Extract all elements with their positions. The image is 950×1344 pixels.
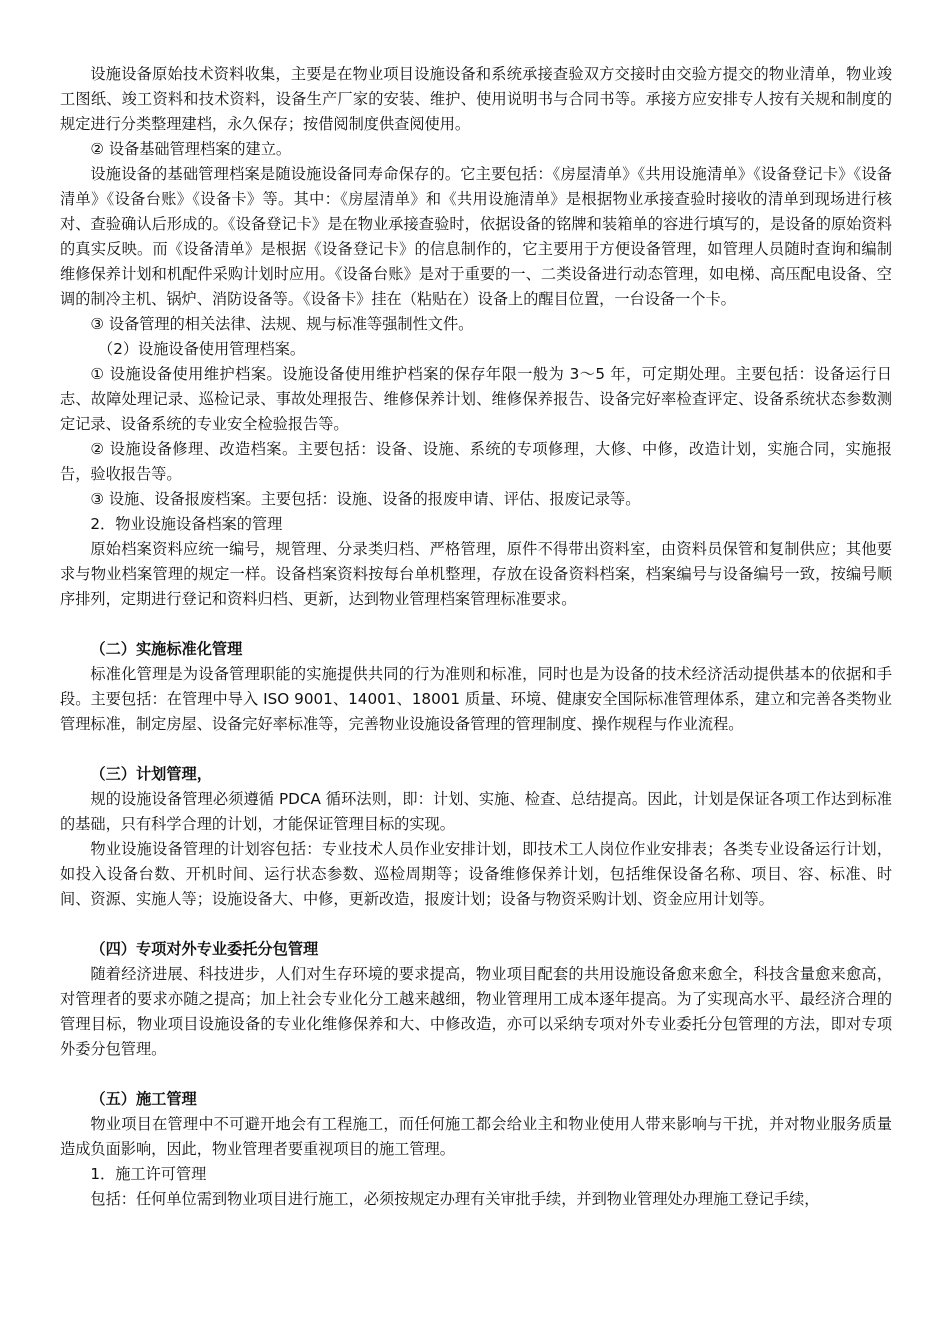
paragraph-original-data: 设施设备原始技术资料收集，主要是在物业项目设施设备和系统承接查验双方交接时由交验方提交的物业清单，物业竣工图纸、竣工资料和技术资料，设备生产厂家的安装、维护、使用说明书与合同书等。承接方应安排专人按有关规和制度的规定进行分类整理建档，永久保存；按借阅制度供查阅使用。 bbox=[60, 65, 892, 133]
paragraph-outsourcing: 随着经济进展、科技进步，人们对生存环境的要求提高，物业项目配套的共用设施设备愈来愈全，科技含量愈来愈高，对管理者的要求亦随之提高；加上社会专业化分工越来越细，物业管理用工成本逐年提高。为了实现高水平、最经济合理的管理目标，物业项目设施设备的专业化维修保养和大、中修改造，亦可以采纳专项对外专业委托分包管理的方法，即对专项外委分包管理。 bbox=[60, 965, 892, 1058]
heading-standardization: （二）实施标准化管理 bbox=[90, 640, 243, 658]
heading-outsourcing: （四）专项对外专业委托分包管理 bbox=[90, 940, 319, 958]
heading-construction: （五）施工管理 bbox=[90, 1090, 197, 1108]
item-scrap-archive: ③ 设施、设备报废档案。主要包括：设施、设备的报废申请、评估、报废记录等。 bbox=[90, 490, 641, 508]
paragraph-construction: 物业项目在管理中不可避开地会有工程施工，而任何施工都会给业主和物业使用人带来影响与干扰，并对物业服务质量造成负面影响，因此，物业管理者要重视项目的施工管理。 bbox=[60, 1115, 892, 1158]
subheading-construction-permit: 1．施工许可管理 bbox=[90, 1165, 207, 1183]
paragraph-archive-management: 原始档案资料应统一编号，规管理、分录类归档、严格管理，原件不得带出资料室，由资料员保管和复制供应；其他要求与物业档案管理的规定一样。设备档案资料按每台单机整理，存放在设备资料档案，档案编号与设备编号一致，按编号顺序排列，定期进行登记和资料归档、更新，达到物业管理档案管理标准要求。 bbox=[60, 540, 892, 608]
paragraph-standardization: 标准化管理是为设备管理职能的实施提供共同的行为准则和标准，同时也是为设备的技术经济活动提供基本的依据和手段。主要包括：在管理中导入 ISO 9001、14001、18001 质量、环境、健康安全国际标准管理体系，建立和完善各类物业管理标准，制定房屋、设备完好率标准等，完善物业设施设备管理的管理制度、操作规程与作业流程。 bbox=[60, 665, 892, 733]
item-regulations: ③ 设备管理的相关法律、法规、规与标准等强制性文件。 bbox=[90, 315, 474, 333]
heading-planning: （三）计划管理， bbox=[90, 765, 212, 783]
paragraph-planning-pdca: 规的设施设备管理必须遵循 PDCA 循环法则，即：计划、实施、检查、总结提高。因此，计划是保证各项工作达到标准的基础，只有科学合理的计划，才能保证管理目标的实现。 bbox=[60, 790, 892, 833]
paragraph-planning-content: 物业设施设备管理的计划容包括：专业技术人员作业安排计划，即技术工人岗位作业安排表；各类专业设备运行计划，如投入设备台数、开机时间、运行状态参数、巡检周期等；设备维修保养计划，包括维保设备名称、项目、容、标准、时间、资源、实施人等；设施设备大、中修，更新改造，报废计划；设备与物资采购计划、资金应用计划等。 bbox=[60, 840, 892, 908]
paragraph-construction-permit: 包括：任何单位需到物业项目进行施工，必须按规定办理有关审批手续，并到物业管理处办理施工登记手续， bbox=[90, 1190, 820, 1208]
subheading-archive-management: 2．物业设施设备档案的管理 bbox=[90, 515, 283, 533]
item-maintenance-archive: ① 设施设备使用维护档案。设施设备使用维护档案的保存年限一般为 3～5 年，可定期处理。主要包括：设备运行日志、故障处理记录、巡检记录、事故处理报告、维修保养计划、维修保养报告、设备完好率检查评定、设备系统状态参数测定记录、设备系统的专业安全检验报告等。 bbox=[60, 365, 892, 433]
paragraph-basic-archive: 设施设备的基础管理档案是随设施设备同寿命保存的。它主要包括：《房屋清单》《共用设施清单》《设备登记卡》《设备清单》《设备台账》《设备卡》等。其中：《房屋清单》和《共用设施清单》是根据物业承接查验时接收的清单到现场进行核对、查验确认后形成的。《设备登记卡》是在物业承接查验时，依据设备的铭牌和装箱单的容进行填写的，是设备的原始资料的真实反映。而《设备清单》是根据《设备登记卡》的信息制作的，它主要用于方便设备管理，如管理人员随时查询和编制维修保养计划和机配件采购计划时应用。《设备台账》是对于重要的一、二类设备进行动态管理，如电梯、高压配电设备、空调的制冷主机、锅炉、消防设备等。《设备卡》挂在（粘贴在）设备上的醒目位置，一台设备一个卡。 bbox=[60, 165, 892, 308]
item-repair-archive: ② 设施设备修理、改造档案。主要包括：设备、设施、系统的专项修理，大修、中修，改造计划，实施合同，实施报告，验收报告等。 bbox=[60, 440, 892, 483]
subheading-usage-archive: （2）设施设备使用管理档案。 bbox=[98, 340, 306, 358]
item-basic-archive: ② 设备基础管理档案的建立。 bbox=[90, 140, 292, 158]
document-body bbox=[60, 62, 892, 1212]
